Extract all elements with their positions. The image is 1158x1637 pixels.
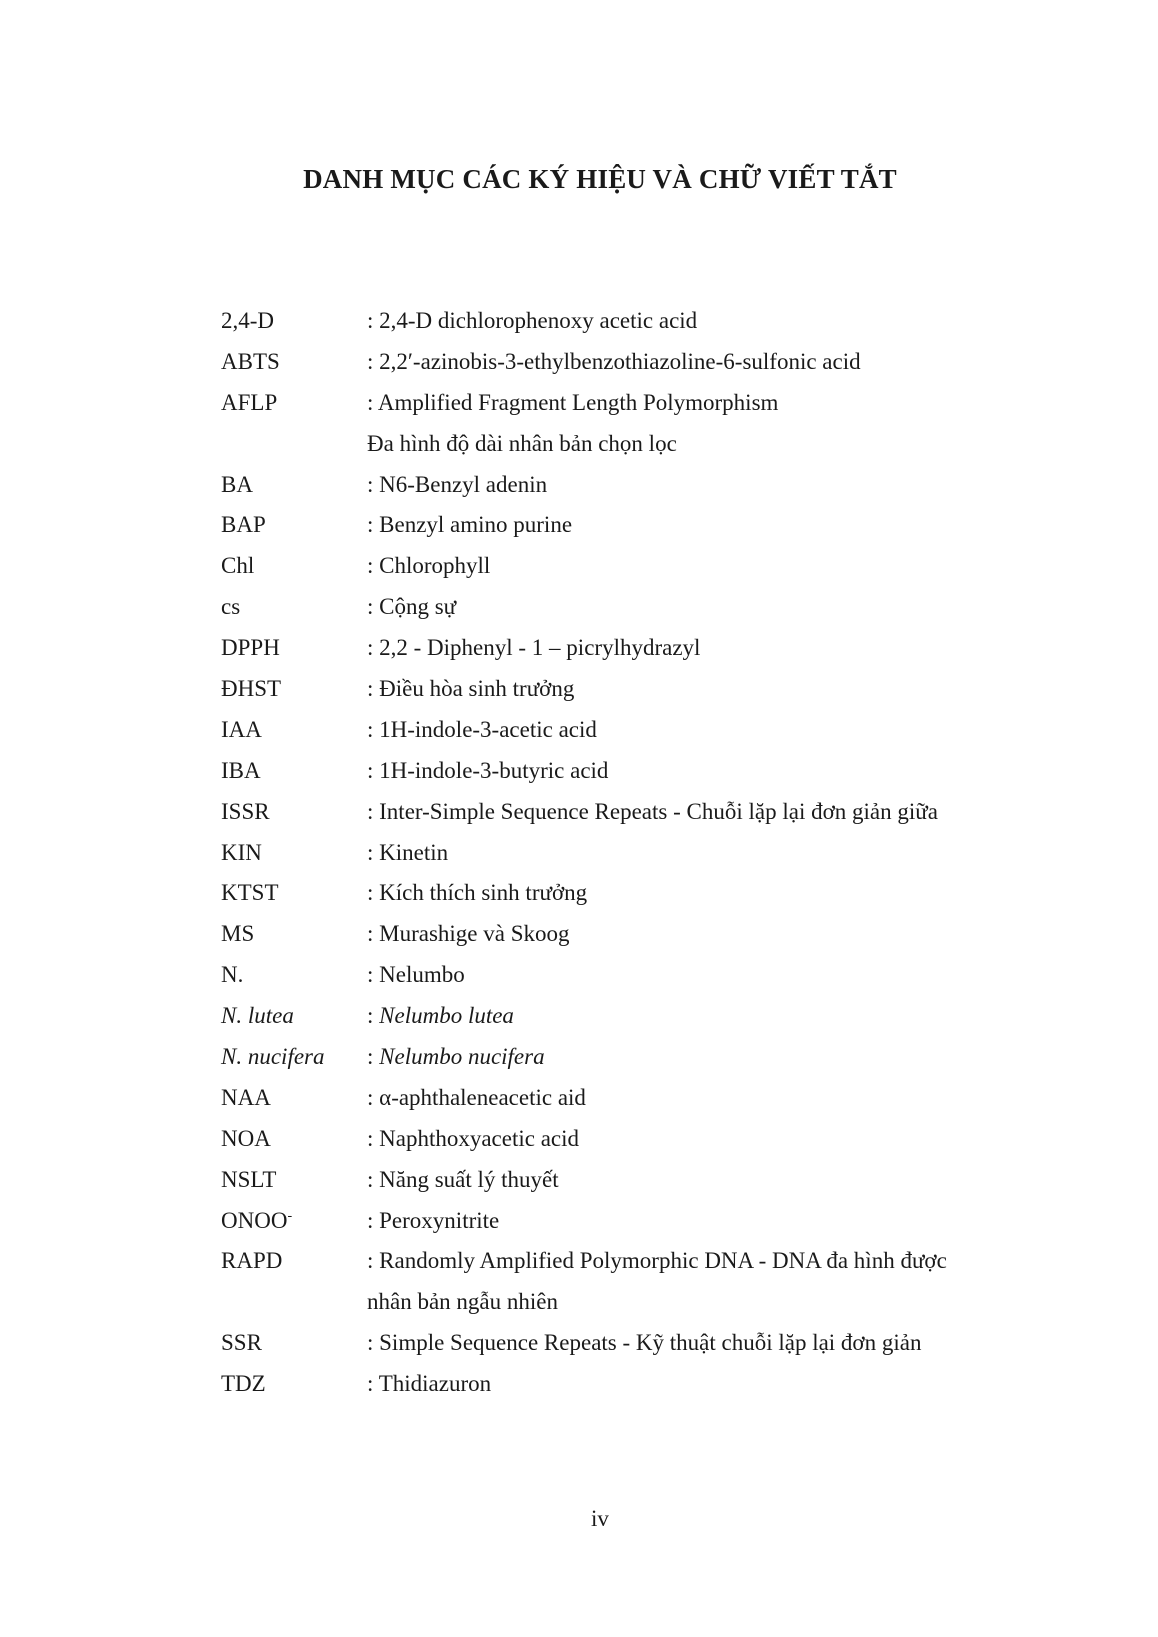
- abbreviation-definition: : Simple Sequence Repeats - Kỹ thuật chuỗi lặp lại đơn giản: [367, 1330, 922, 1356]
- list-item: [221, 464, 1041, 505]
- abbreviation-term: NAA: [221, 1084, 271, 1110]
- list-item: [221, 627, 1041, 668]
- abbreviation-definition: : Thidiazuron: [367, 1371, 492, 1397]
- abbreviation-definition: : Benzyl amino purine: [367, 512, 573, 538]
- abbreviation-term: N.: [221, 962, 244, 988]
- abbreviation-definition: [367, 1045, 1041, 1068]
- list-item: [221, 1363, 1041, 1404]
- abbreviation-term: 2,4-D: [221, 307, 275, 333]
- list-item: [221, 1036, 1041, 1077]
- list-item: [221, 791, 1041, 832]
- definition-prefix: :: [367, 1003, 380, 1029]
- list-item: [221, 586, 1041, 627]
- abbreviation-term: [221, 1209, 367, 1232]
- abbreviation-term: BAP: [221, 512, 266, 538]
- list-item: [221, 423, 1041, 464]
- abbreviation-term: ISSR: [221, 798, 270, 824]
- abbreviation-definition: : Naphthoxyacetic acid: [367, 1125, 580, 1151]
- abbreviation-definition: : Cộng sự: [367, 594, 457, 620]
- abbreviation-term: TDZ: [221, 1371, 266, 1397]
- abbreviation-definition: : α-aphthaleneacetic aid: [367, 1084, 586, 1110]
- list-item: [221, 1200, 1041, 1241]
- abbreviation-term: IBA: [221, 757, 261, 783]
- abbreviation-definition: : Kinetin: [367, 839, 449, 865]
- abbreviation-definition: : N6-Benzyl adenin: [367, 471, 548, 497]
- page-title: DANH MỤC CÁC KÝ HIỆU VÀ CHỮ VIẾT TẮT: [303, 164, 897, 194]
- abbreviation-term: N. nucifera: [221, 1043, 325, 1069]
- abbreviation-definition: [367, 1004, 1041, 1027]
- abbreviation-definition: : Amplified Fragment Length Polymorphism: [367, 389, 779, 415]
- abbreviation-definition: : Kích thích sinh trưởng: [367, 880, 588, 906]
- abbreviation-definition: : 2,4-D dichlorophenoxy acetic acid: [367, 307, 698, 333]
- abbreviation-definition-continuation: nhân bản ngẫu nhiên: [367, 1289, 558, 1315]
- abbreviation-definition-continuation: Đa hình độ dài nhân bản chọn lọc: [367, 430, 677, 456]
- abbreviation-term: NSLT: [221, 1166, 277, 1192]
- abbreviation-definition: : 1H-indole-3-acetic acid: [367, 716, 597, 742]
- list-item: [221, 1322, 1041, 1363]
- list-item: [221, 1159, 1041, 1200]
- abbreviation-term: NOA: [221, 1125, 271, 1151]
- abbreviation-definition: : Điều hòa sinh trưởng: [367, 675, 575, 701]
- abbreviation-term: ĐHST: [221, 675, 282, 701]
- abbreviation-term: KIN: [221, 839, 262, 865]
- list-item: [221, 832, 1041, 873]
- list-item: [221, 1240, 1041, 1281]
- abbreviation-definition: : Năng suất lý thuyết: [367, 1166, 559, 1192]
- list-item: [221, 545, 1041, 586]
- abbreviation-definition: : 1H-indole-3-butyric acid: [367, 757, 609, 783]
- list-item: [221, 668, 1041, 709]
- list-item: [221, 341, 1041, 382]
- definition-prefix: :: [367, 1043, 380, 1069]
- definition-text: Nelumbo nucifera: [379, 1043, 545, 1069]
- abbreviation-term: Chl: [221, 553, 255, 579]
- abbreviation-definition: : Peroxynitrite: [367, 1207, 500, 1233]
- term-superscript: -: [287, 1207, 293, 1223]
- abbreviation-term: SSR: [221, 1330, 262, 1356]
- list-item: [221, 1118, 1041, 1159]
- abbreviation-term: IAA: [221, 716, 262, 742]
- abbreviation-term: N. lutea: [221, 1003, 294, 1029]
- list-item: [221, 872, 1041, 913]
- abbreviation-definition: : 2,2 - Diphenyl - 1 – picrylhydrazyl: [367, 635, 701, 661]
- list-item: [221, 1077, 1041, 1118]
- abbreviation-term: RAPD: [221, 1248, 283, 1274]
- abbreviation-list: [221, 300, 1041, 1404]
- abbreviation-term: BA: [221, 471, 253, 497]
- abbreviation-term: KTST: [221, 880, 279, 906]
- abbreviation-definition: : Murashige và Skoog: [367, 921, 570, 947]
- list-item: [221, 709, 1041, 750]
- list-item: [221, 382, 1041, 423]
- page-number: iv: [591, 1506, 609, 1531]
- abbreviation-definition: : 2,2′-azinobis-3-ethylbenzothiazoline-6-sulfonic acid: [367, 348, 861, 374]
- abbreviation-term: cs: [221, 594, 241, 620]
- definition-text: Nelumbo lutea: [379, 1003, 514, 1029]
- list-item: [221, 750, 1041, 791]
- abbreviation-definition: : Randomly Amplified Polymorphic DNA - DNA đa hình được: [367, 1248, 947, 1274]
- term-text: ONOO: [221, 1207, 288, 1233]
- list-item: [221, 913, 1041, 954]
- list-item: [221, 954, 1041, 995]
- list-item: [221, 504, 1041, 545]
- abbreviation-definition: : Nelumbo: [367, 962, 465, 988]
- abbreviation-definition: : Chlorophyll: [367, 553, 491, 579]
- list-item: [221, 995, 1041, 1036]
- abbreviation-definition: : Inter-Simple Sequence Repeats - Chuỗi lặp lại đơn giản giữa: [367, 798, 938, 824]
- abbreviation-term: ABTS: [221, 348, 280, 374]
- abbreviation-term: MS: [221, 921, 255, 947]
- list-item: [221, 300, 1041, 341]
- list-item: [221, 1281, 1041, 1322]
- abbreviation-term: DPPH: [221, 635, 280, 661]
- abbreviation-term: AFLP: [221, 389, 278, 415]
